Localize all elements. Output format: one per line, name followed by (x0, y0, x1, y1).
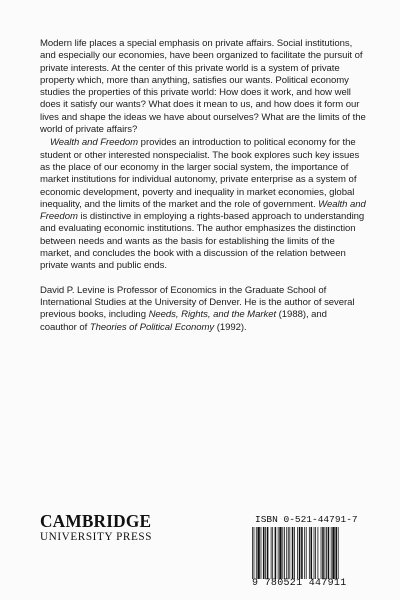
barcode-bar (321, 527, 322, 579)
intro-paragraph: Modern life places a special emphasis on private affairs. Social institutions, and especially our economies, have been organized to facilitate the pursuit of private interests. At the center of this private world is a system of private property which, more than anything, satisfies our wants. Political economy studies the properties of this private world: How does it work, and how well does it satisfy our wants? What does it mean to us, and how does it form our lives and shape the ideas we have about ourselves? What are the limits of the world of private affairs? (40, 38, 366, 136)
barcode-bar (271, 527, 272, 579)
publisher-name: CAMBRIDGE (40, 511, 152, 531)
barcode-bar (301, 527, 303, 579)
barcode-bar (289, 527, 290, 579)
barcode-bar (267, 527, 269, 579)
barcode-bar (252, 527, 253, 579)
barcode-bar (282, 527, 283, 579)
barcode-bar (256, 527, 257, 579)
book-title: Wealth and Freedom (40, 198, 366, 223)
barcode-bar (284, 527, 285, 579)
barcode-bar (261, 527, 262, 579)
barcode-number: 9 780521 447911 (252, 578, 347, 589)
barcode-bar (263, 527, 265, 579)
barcode-bar (294, 527, 295, 579)
barcode-bar (254, 527, 255, 579)
barcode-bar (328, 527, 330, 579)
barcode-bar (314, 527, 315, 579)
back-cover-text (40, 38, 366, 334)
barcode-bar (265, 527, 266, 579)
barcode-bar (286, 527, 287, 579)
barcode-bar (288, 527, 289, 579)
isbn-label: ISBN 0-521-44791-7 (255, 514, 358, 525)
barcode-bar (272, 527, 273, 579)
barcode-bar (331, 527, 332, 579)
barcode-bar (326, 527, 327, 579)
author-bio-paragraph: David P. Levine is Professor of Economics in the Graduate School of International Studies at the University of Denver. He is the author of several previous books, including Needs, Rights, and the Market (1988), and coauthor of Theories of Political Economy (1992). (40, 284, 355, 333)
barcode-bar (335, 527, 337, 579)
barcode-bar (325, 527, 326, 579)
description-paragraph: Wealth and Freedom provides an introduction to political economy for the student or other interested nonspecialist. The book explores such key issues as the place of our economy in the larger social system, the importance of market institutions for individual autonomy, private enterprise as a system of economic development, poverty and inequality in market economies, global inequality, and the limits of the market and the role of government. Wealth and Freedom is distinctive in employing a rights-based approach to understanding and evaluating economic institutions. The author emphasizes the distinction between needs and wants as the basis for establishing the limits of the market, and concludes the book with a discussion of the relation between private wants and public ends. (40, 137, 366, 272)
barcode-bar (304, 527, 305, 579)
previous-book-title: Needs, Rights, and the Market (148, 309, 277, 321)
barcode-bar (322, 527, 324, 579)
barcode-bar (332, 527, 334, 579)
barcode-bar (297, 527, 298, 579)
publisher-logo (40, 512, 180, 543)
barcode-bar (257, 527, 259, 579)
book-title: Wealth and Freedom (50, 137, 139, 149)
barcode-bar (278, 527, 279, 579)
barcode-bar (292, 527, 294, 579)
barcode-bar (338, 527, 339, 579)
barcode-bar (315, 527, 316, 579)
barcode-bar (311, 527, 313, 579)
barcode-bar (299, 527, 301, 579)
barcode-bar (306, 527, 307, 579)
barcode-bar (279, 527, 281, 579)
barcode-bar (318, 527, 319, 579)
barcode-bar (275, 527, 277, 579)
publisher-subtitle: UNIVERSITY PRESS (40, 531, 153, 543)
barcode-graphic (252, 527, 370, 579)
barcode-bar (309, 527, 310, 579)
previous-book-title: Theories of Political Economy (89, 321, 215, 333)
